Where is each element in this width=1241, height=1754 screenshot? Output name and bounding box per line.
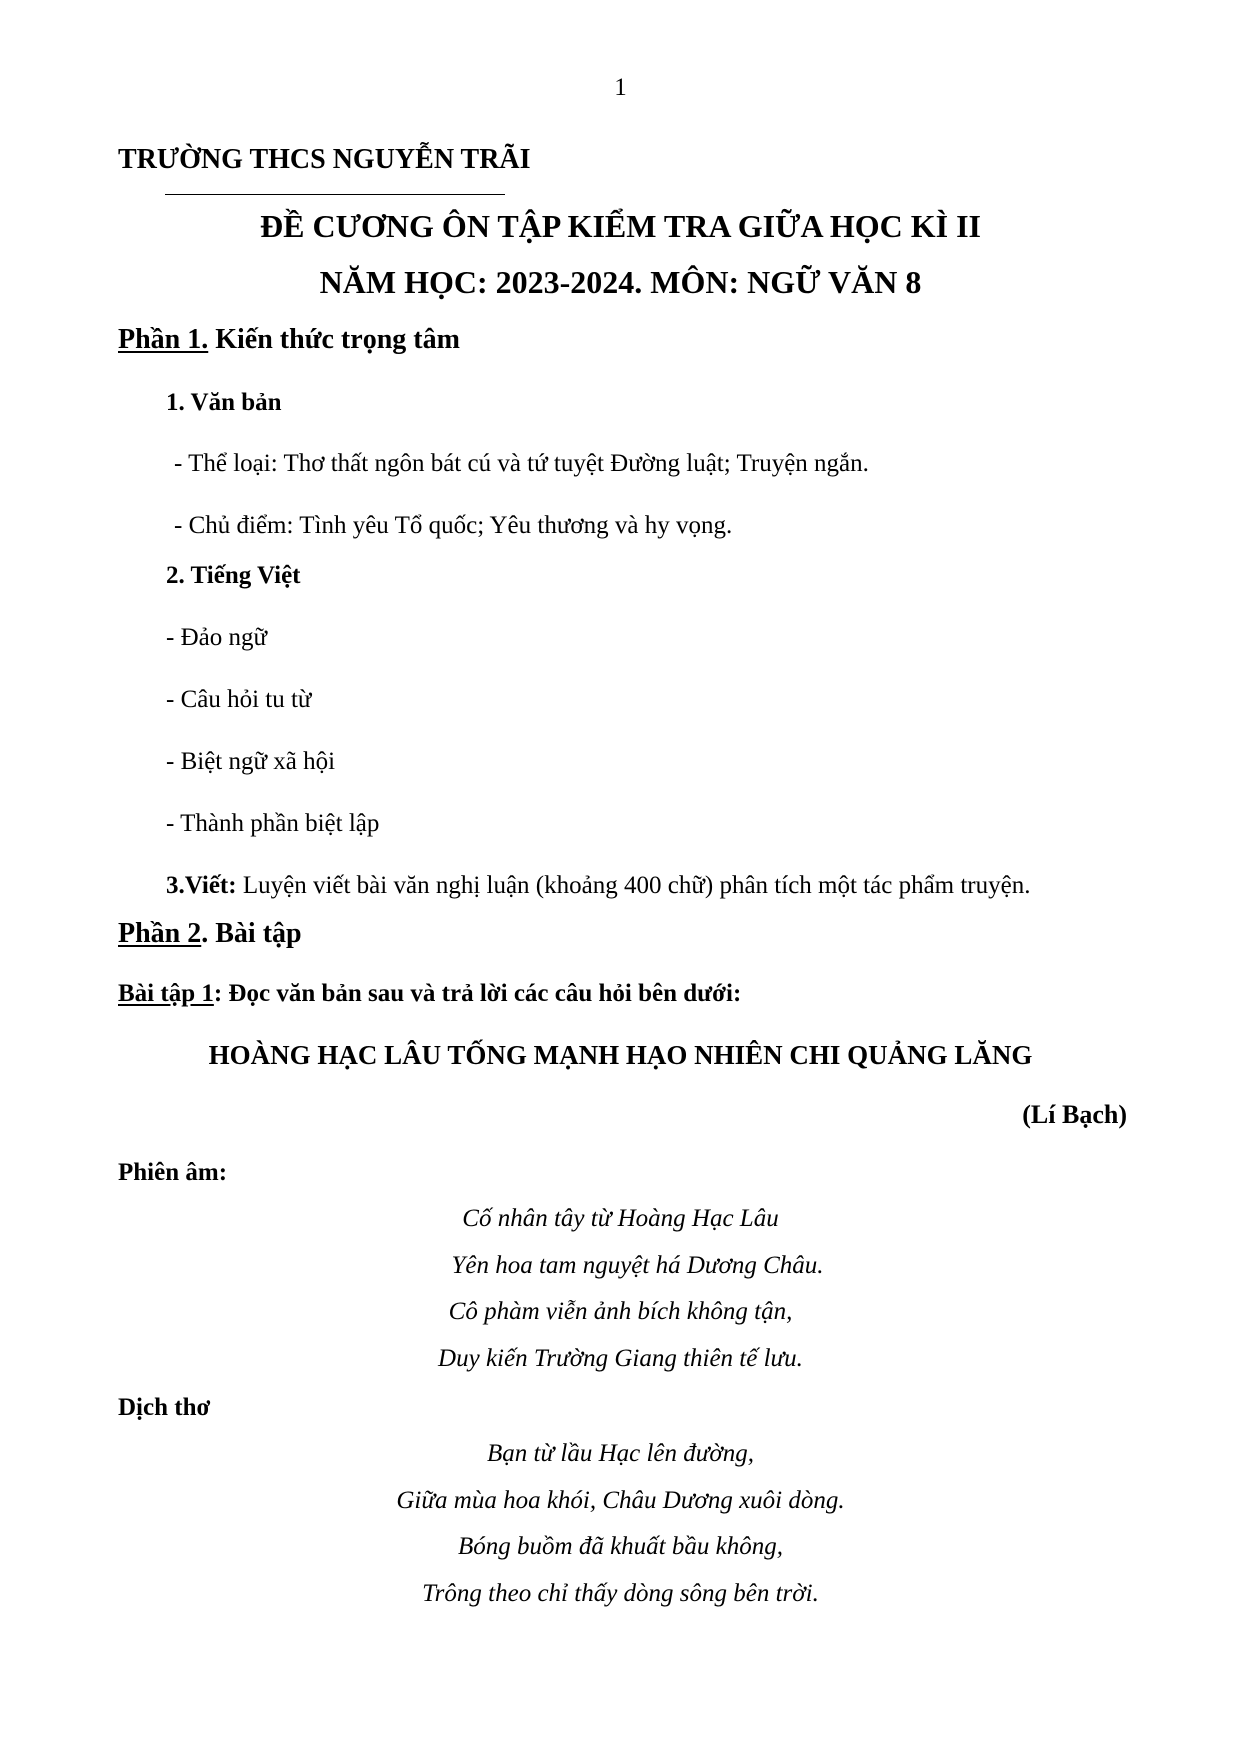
viet-label: 3.Viết: — [166, 872, 237, 899]
school-underline-divider — [165, 194, 505, 195]
exercise1-instruction — [118, 980, 741, 1008]
dich-tho-line-3: Bóng buồm đã khuất bầu không, — [458, 1533, 783, 1560]
dich-tho-line-4: Trông theo chỉ thấy dòng sông bên trời. — [422, 1580, 819, 1607]
document-title-line-1: ĐỀ CƯƠNG ÔN TẬP KIỂM TRA GIỮA HỌC KÌ II — [260, 208, 981, 244]
part1-heading — [118, 324, 460, 356]
van-ban-heading: 1. Văn bản — [166, 389, 282, 416]
phien-am-label: Phiên âm: — [118, 1159, 228, 1186]
phien-am-line-4: Duy kiến Trường Giang thiên tế lưu. — [438, 1345, 803, 1372]
tieng-viet-item-biet-ngu: - Biệt ngữ xã hội — [166, 748, 336, 775]
tieng-viet-heading: 2. Tiếng Việt — [166, 562, 301, 589]
chu-diem-line: - Chủ điểm: Tình yêu Tổ quốc; Yêu thương và hy vọng. — [174, 512, 733, 539]
page-number: 1 — [614, 74, 627, 101]
phien-am-line-3: Cô phàm viễn ảnh bích không tận, — [448, 1298, 793, 1325]
dich-tho-line-2: Giữa mùa hoa khói, Châu Dương xuôi dòng. — [396, 1487, 845, 1514]
the-loai-line: - Thể loại: Thơ thất ngôn bát cú và tứ tuyệt Đường luật; Truyện ngắn. — [174, 450, 869, 477]
phien-am-line-1: Cố nhân tây từ Hoàng Hạc Lâu — [462, 1205, 779, 1232]
dich-tho-line-1: Bạn từ lầu Hạc lên đường, — [487, 1440, 754, 1467]
viet-text: Luyện viết bài văn nghị luận (khoảng 400 chữ) phân tích một tác phẩm truyện. — [236, 872, 1031, 899]
part1-label: Phần 1. — [118, 324, 209, 355]
part2-title: . Bài tập — [201, 918, 302, 949]
viet-line — [166, 872, 1030, 900]
tieng-viet-item-dao-ngu: - Đảo ngữ — [166, 624, 268, 651]
part2-label: Phần 2 — [118, 918, 202, 949]
tieng-viet-item-cau-hoi-tu-tu: - Câu hỏi tu từ — [166, 686, 312, 713]
part2-heading — [118, 918, 302, 950]
tieng-viet-item-thanh-phan-biet-lap: - Thành phần biệt lập — [166, 810, 380, 837]
poem-title: HOÀNG HẠC LÂU TỐNG MẠNH HẠO NHIÊN CHI QUẢNG LĂNG — [208, 1040, 1033, 1070]
document-title-line-2: NĂM HỌC: 2023-2024. MÔN: NGỮ VĂN 8 — [319, 264, 922, 300]
poem-author: (Lí Bạch) — [1022, 1100, 1127, 1129]
part1-title: Kiến thức trọng tâm — [208, 324, 460, 355]
exercise1-text: : Đọc văn bản sau và trả lời các câu hỏi bên dưới: — [213, 980, 742, 1007]
phien-am-line-2: Yên hoa tam nguyệt há Dương Châu. — [451, 1252, 824, 1279]
exercise1-label: Bài tập 1 — [118, 980, 214, 1007]
school-name: TRƯỜNG THCS NGUYỄN TRÃI — [118, 144, 531, 175]
dich-tho-label: Dịch thơ — [118, 1394, 211, 1421]
